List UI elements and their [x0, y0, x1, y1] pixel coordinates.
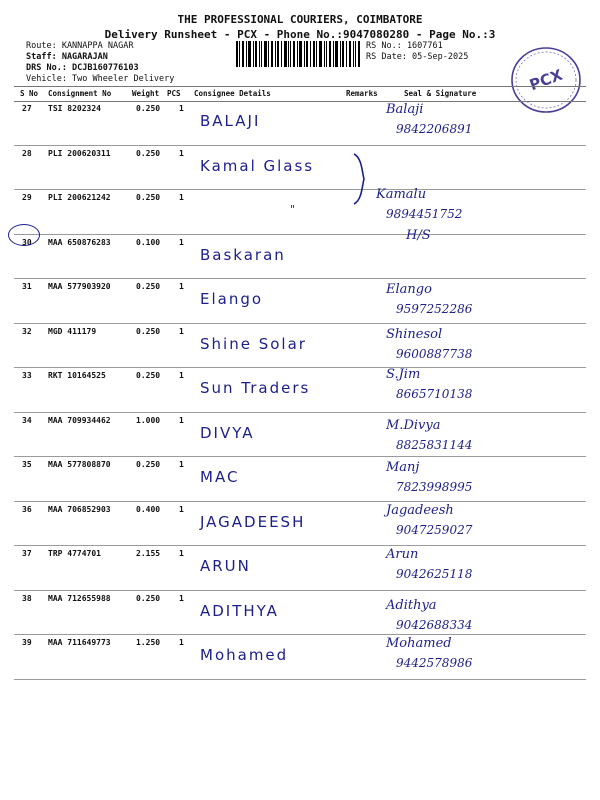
row-sno: 27 [22, 104, 32, 113]
row-pcs: 1 [179, 193, 184, 202]
row-pcs: 1 [179, 460, 184, 469]
row-pcs: 1 [179, 638, 184, 647]
row-weight: 0.100 [136, 237, 161, 247]
row-consignment-no: RKT 10164525 [48, 371, 106, 380]
table-row [14, 590, 586, 636]
row-sno: 38 [22, 593, 32, 603]
table-row [14, 412, 586, 458]
row-weight: 0.250 [136, 282, 161, 291]
staff-text: Staff: NAGARAJAN [26, 52, 108, 62]
table-row [14, 634, 586, 680]
drs-text: DRS No.: DCJB160776103 [26, 63, 139, 73]
row-weight: 1.000 [136, 415, 161, 425]
row-weight: 0.250 [136, 371, 161, 380]
row-sno: 29 [22, 193, 32, 202]
row-consignee-name: MAC [200, 468, 240, 486]
row-consignee-name: DIVYA [200, 423, 255, 442]
row-sno: 37 [22, 549, 32, 558]
header-right-info [366, 41, 468, 63]
row-phone: 9597252286 [396, 302, 473, 316]
row-sno: 32 [22, 326, 32, 336]
row-phone: 9842206891 [396, 122, 473, 136]
row-signature: Arun [386, 547, 419, 562]
table-row [14, 545, 586, 591]
row-signature: Balaji [386, 102, 424, 117]
row-weight: 1.250 [136, 638, 161, 647]
vehicle-text: Vehicle: Two Wheeler Delivery [26, 74, 175, 84]
barcode [236, 41, 360, 67]
row-phone: 9042688334 [396, 617, 473, 632]
col-consignment: Consignment No [48, 89, 112, 98]
col-weight: Weight [132, 89, 160, 98]
table-row [14, 501, 586, 547]
row-sno: 28 [22, 148, 32, 158]
table-row [14, 145, 586, 191]
row-consignee-name: Elango [200, 290, 264, 308]
row-pcs: 1 [179, 326, 184, 336]
row-sno: 34 [22, 415, 32, 425]
col-seal: Seal & Signature [404, 89, 477, 98]
row-consignee-name: ADITHYA [200, 601, 279, 620]
row-sno: 31 [22, 282, 32, 291]
row-pcs: 1 [179, 237, 184, 247]
row-pcs: 1 [179, 549, 184, 558]
col-consignee: Consignee Details [194, 89, 271, 98]
row-phone: 9442578986 [396, 656, 473, 670]
row-consignment-no: MAA 650876283 [48, 237, 111, 247]
row-pcs: 1 [179, 415, 184, 425]
row-consignee-name: ARUN [200, 557, 251, 575]
row-weight: 0.250 [136, 104, 161, 113]
row-phone: 8665710138 [396, 387, 473, 401]
table-row [14, 100, 586, 146]
row-signature: Elango [386, 282, 432, 297]
row-sno: 36 [22, 504, 32, 514]
brace-mark [350, 152, 370, 206]
row-pcs: 1 [179, 282, 184, 291]
row-pcs: 1 [179, 593, 184, 603]
row-consignee-name: JAGADEESH [200, 512, 306, 531]
row-consignment-no: TRP 4774701 [48, 549, 101, 558]
row-sno: 39 [22, 638, 32, 647]
row-30-circle-mark [8, 224, 40, 246]
col-remarks: Remarks [346, 89, 378, 98]
header-left-info [26, 41, 174, 85]
route-text: Route: KANNAPPA NAGAR [26, 41, 134, 51]
rs-no-text: RS No.: 1607761 [366, 41, 443, 51]
row-sno: 35 [22, 460, 32, 469]
row-consignment-no: MAA 577903920 [48, 282, 111, 291]
table-row [14, 189, 586, 235]
row-signature: Mohamed [386, 636, 452, 651]
row-consignment-no: MAA 709934462 [48, 415, 111, 425]
row-sno: 30 [22, 237, 32, 247]
row-consignment-no: PLI 200621242 [48, 193, 111, 202]
row-consignee-name: Mohamed [200, 646, 289, 664]
row-signature: Shinesol [386, 326, 443, 342]
row-phone: 9042625118 [396, 567, 473, 581]
row-consignee-name: Shine Solar [200, 334, 307, 353]
stamp-text: PCX [527, 65, 565, 95]
row-pcs: 1 [179, 504, 184, 514]
row-weight: 0.250 [136, 460, 161, 469]
row-signature: H/S [406, 227, 431, 243]
row-weight: 2.155 [136, 549, 161, 558]
row-phone: 9600887738 [396, 346, 473, 361]
row-consignment-no: TSI 8202324 [48, 104, 101, 113]
row-pcs: 1 [179, 371, 184, 380]
company-title: THE PROFESSIONAL COURIERS, COIMBATORE [177, 13, 423, 26]
table-row [14, 367, 586, 413]
col-sno: S No [20, 89, 39, 98]
row-consignee-name: Sun Traders [200, 379, 311, 397]
row-signature: S.Jim [386, 367, 421, 382]
table-row [14, 278, 586, 324]
row-weight: 0.250 [136, 326, 161, 336]
row-signature: M.Divya [386, 417, 441, 433]
rs-date-text: RS Date: 05-Sep-2025 [366, 52, 469, 62]
table-row [14, 456, 586, 502]
row-phone: 8825831144 [396, 437, 473, 452]
row-consignment-no: PLI 200620311 [48, 148, 111, 158]
row-weight: 0.250 [136, 593, 161, 603]
row-consignment-no: MAA 706852903 [48, 504, 111, 514]
row-weight: 0.250 [136, 148, 161, 158]
row-weight: 0.250 [136, 193, 161, 202]
row-consignment-no: MAA 577808870 [48, 460, 111, 469]
col-pcs: PCS [167, 89, 181, 98]
row-phone: 9894451752 [386, 207, 463, 221]
row-pcs: 1 [179, 104, 184, 113]
row-pcs: 1 [179, 148, 184, 158]
row-consignment-no: MAA 711649773 [48, 638, 111, 647]
row-consignment-no: MAA 712655988 [48, 593, 111, 603]
row-phone: 9047259027 [396, 522, 473, 537]
table-row [14, 227, 586, 280]
row-consignment-no: MGD 411179 [48, 326, 97, 336]
row-phone: 7823998995 [396, 480, 473, 494]
row-weight: 0.400 [136, 504, 161, 514]
row-signature: Adithya [386, 597, 437, 613]
table-row [14, 323, 586, 369]
row-signature: Manj [386, 460, 420, 475]
row-signature: Jagadeesh [386, 502, 454, 518]
row-consignee-name: " [290, 203, 298, 216]
row-consignee-name: Kamal Glass [200, 156, 315, 175]
row-consignee-name: Baskaran [200, 245, 286, 264]
row-consignee-name: BALAJI [200, 112, 261, 130]
row-sno: 33 [22, 371, 32, 380]
runsheet-subtitle: Delivery Runsheet - PCX - Phone No.:9047080280 - Page No.:3 [104, 28, 496, 41]
row-signature: Kamalu [376, 187, 427, 202]
